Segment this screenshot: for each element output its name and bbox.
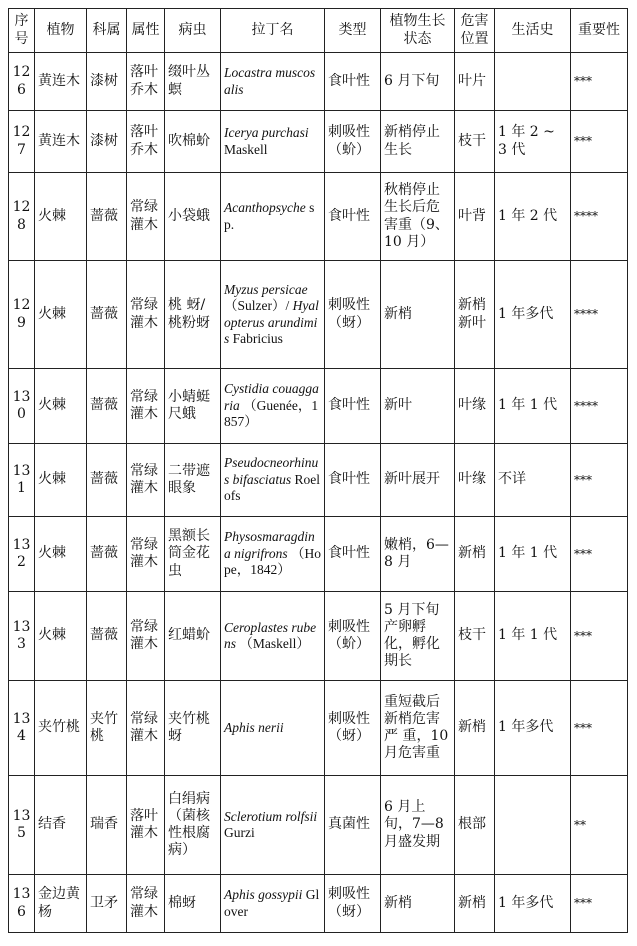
importance-cell: ***: [571, 111, 628, 173]
family-cell: 漆树: [87, 111, 127, 173]
attribute-cell: 落叶灌木: [127, 776, 165, 875]
latin-italic: Locastra muscosalis: [224, 65, 316, 97]
row-id: 129: [9, 261, 35, 369]
row-id: 135: [9, 776, 35, 875]
family-cell: 蔷薇: [87, 261, 127, 369]
family-cell: 漆树: [87, 53, 127, 111]
latin-author: （Hope，1842）: [224, 545, 322, 578]
header-cell: 属性: [127, 9, 165, 53]
latin-italic: Myzus persicae: [224, 281, 308, 297]
type-cell: 刺吸性（蚜）: [325, 261, 381, 369]
latin-author: （Maskell）: [239, 636, 310, 651]
pest-cell: 黑额长筒金花虫: [165, 517, 221, 592]
damage-location-cell: 新梢: [455, 517, 495, 592]
type-cell: 刺吸性（蚜）: [325, 681, 381, 776]
row-id: 128: [9, 173, 35, 261]
life-history-cell: [495, 776, 571, 875]
plant-cell: 火棘: [35, 444, 87, 517]
life-history-cell: 不详: [495, 444, 571, 517]
pest-cell: 夹竹桃蚜: [165, 681, 221, 776]
header-cell: 危害位置: [455, 9, 495, 53]
latin-name-cell: [221, 173, 325, 261]
latin-author: Fabricius: [232, 330, 283, 346]
pest-cell: 二带遮眼象: [165, 444, 221, 517]
pest-cell: 缀叶丛螟: [165, 53, 221, 111]
pest-cell: 小蜻蜓尺蛾: [165, 369, 221, 444]
latin-name-cell: [221, 261, 325, 369]
importance-cell: ****: [571, 173, 628, 261]
plant-cell: 黄连木: [35, 53, 87, 111]
latin-italic: Aphis nerii: [224, 719, 284, 735]
life-history-cell: 1 年多代: [495, 875, 571, 933]
latin-italic: Physosmaragdina nigrifrons: [224, 529, 315, 561]
type-cell: 食叶性: [325, 369, 381, 444]
latin-name-cell: [221, 517, 325, 592]
type-cell: 食叶性: [325, 173, 381, 261]
damage-location-cell: 叶背: [455, 173, 495, 261]
growth-state-cell: 5 月下旬产卵孵化，孵化期长: [381, 592, 455, 681]
life-history-cell: [495, 53, 571, 111]
latin-italic: Pseudocneorhinus bifasciatus: [224, 455, 319, 487]
latin-name-cell: [221, 592, 325, 681]
pest-cell: 吹棉蚧: [165, 111, 221, 173]
plant-cell: 火棘: [35, 369, 87, 444]
latin-name-cell: [221, 681, 325, 776]
table-row: [9, 369, 628, 444]
table-row: [9, 517, 628, 592]
pest-cell: 小袋蛾: [165, 173, 221, 261]
header-cell: 生活史: [495, 9, 571, 53]
latin-name-cell: [221, 53, 325, 111]
type-cell: 刺吸性（蚧）: [325, 111, 381, 173]
latin-italic: Cystidia couaggaria: [224, 381, 319, 413]
latin-italic: Hyalopterus arundimis: [224, 298, 319, 346]
row-id: 136: [9, 875, 35, 933]
pest-table: [8, 8, 628, 933]
damage-location-cell: 新梢新叶: [455, 261, 495, 369]
importance-cell: ***: [571, 681, 628, 776]
damage-location-cell: 叶缘: [455, 369, 495, 444]
attribute-cell: 常绿灌木: [127, 369, 165, 444]
latin-name-cell: [221, 776, 325, 875]
life-history-cell: 1 年 1 代: [495, 592, 571, 681]
latin-author: （Sulzer）/: [224, 298, 290, 314]
attribute-cell: 落叶乔木: [127, 53, 165, 111]
latin-name-cell: [221, 369, 325, 444]
row-id: 130: [9, 369, 35, 444]
attribute-cell: 常绿灌木: [127, 173, 165, 261]
importance-cell: ***: [571, 444, 628, 517]
life-history-cell: 1 年 1 代: [495, 517, 571, 592]
table-row: [9, 261, 628, 369]
type-cell: 食叶性: [325, 444, 381, 517]
damage-location-cell: 叶片: [455, 53, 495, 111]
growth-state-cell: 秋梢停止生长后危害重（9、10 月）: [381, 173, 455, 261]
row-id: 127: [9, 111, 35, 173]
attribute-cell: 常绿灌木: [127, 592, 165, 681]
plant-cell: 夹竹桃: [35, 681, 87, 776]
family-cell: 蔷薇: [87, 517, 127, 592]
header-cell: 植物: [35, 9, 87, 53]
damage-location-cell: 新梢: [455, 875, 495, 933]
life-history-cell: 1 年 2 代: [495, 173, 571, 261]
growth-state-cell: 6 月下旬: [381, 53, 455, 111]
family-cell: 瑞香: [87, 776, 127, 875]
damage-location-cell: 叶缘: [455, 444, 495, 517]
latin-author: Roelofs: [224, 471, 321, 504]
table-row: [9, 444, 628, 517]
plant-cell: 火棘: [35, 261, 87, 369]
plant-cell: 火棘: [35, 173, 87, 261]
table-wrapper: [8, 8, 628, 933]
attribute-cell: 常绿灌木: [127, 261, 165, 369]
latin-name-cell: [221, 875, 325, 933]
type-cell: 食叶性: [325, 53, 381, 111]
header-cell: 类型: [325, 9, 381, 53]
life-history-cell: 1 年多代: [495, 681, 571, 776]
table-row: [9, 681, 628, 776]
latin-italic: Aphis gossypii: [224, 887, 303, 903]
growth-state-cell: 新叶展开: [381, 444, 455, 517]
plant-cell: 火棘: [35, 517, 87, 592]
latin-italic: Acanthopsyche: [224, 200, 306, 216]
growth-state-cell: 6 月上旬，7—8 月盛发期: [381, 776, 455, 875]
header-cell: 拉丁名: [221, 9, 325, 53]
header-cell: 科属: [87, 9, 127, 53]
damage-location-cell: 枝干: [455, 592, 495, 681]
table-row: [9, 776, 628, 875]
family-cell: 蔷薇: [87, 369, 127, 444]
latin-italic: Icerya purchasi: [224, 125, 309, 141]
row-id: 132: [9, 517, 35, 592]
plant-cell: 金边黄杨: [35, 875, 87, 933]
latin-author: Gurzi: [224, 825, 255, 840]
family-cell: 蔷薇: [87, 444, 127, 517]
table-row: [9, 875, 628, 933]
row-id: 131: [9, 444, 35, 517]
damage-location-cell: 新梢: [455, 681, 495, 776]
importance-cell: ****: [571, 369, 628, 444]
row-id: 126: [9, 53, 35, 111]
plant-cell: 黄连木: [35, 111, 87, 173]
life-history-cell: 1 年多代: [495, 261, 571, 369]
pest-cell: 白绢病（菌核性根腐病）: [165, 776, 221, 875]
damage-location-cell: 根部: [455, 776, 495, 875]
attribute-cell: 落叶乔木: [127, 111, 165, 173]
attribute-cell: 常绿灌木: [127, 875, 165, 933]
type-cell: 食叶性: [325, 517, 381, 592]
latin-italic: Sclerotium rolfsii: [224, 808, 318, 824]
importance-cell: ***: [571, 53, 628, 111]
importance-cell: ****: [571, 261, 628, 369]
damage-location-cell: 枝干: [455, 111, 495, 173]
plant-cell: 火棘: [35, 592, 87, 681]
family-cell: 蔷薇: [87, 592, 127, 681]
family-cell: 卫矛: [87, 875, 127, 933]
table-row: [9, 53, 628, 111]
plant-cell: 结香: [35, 776, 87, 875]
pest-cell: 桃 蚜/桃粉蚜: [165, 261, 221, 369]
latin-name-cell: [221, 444, 325, 517]
type-cell: 刺吸性（蚧）: [325, 592, 381, 681]
table-row: [9, 173, 628, 261]
growth-state-cell: 重短截后新梢危害严 重，10 月危害重: [381, 681, 455, 776]
header-cell: 序号: [9, 9, 35, 53]
row-id: 133: [9, 592, 35, 681]
latin-author: sp.: [224, 200, 315, 232]
header-cell: 病虫: [165, 9, 221, 53]
pest-cell: 棉蚜: [165, 875, 221, 933]
table-row: [9, 592, 628, 681]
header-cell: 重要性: [571, 9, 628, 53]
growth-state-cell: 新梢: [381, 875, 455, 933]
row-id: 134: [9, 681, 35, 776]
latin-author: Maskell: [224, 141, 268, 157]
attribute-cell: 常绿灌木: [127, 681, 165, 776]
latin-author: （Guenée，1857）: [224, 397, 319, 430]
growth-state-cell: 新梢: [381, 261, 455, 369]
header-cell: 植物生长状态: [381, 9, 455, 53]
importance-cell: ***: [571, 592, 628, 681]
importance-cell: ***: [571, 517, 628, 592]
latin-name-cell: [221, 111, 325, 173]
attribute-cell: 常绿灌木: [127, 444, 165, 517]
type-cell: 真菌性: [325, 776, 381, 875]
latin-author: Glover: [224, 887, 320, 919]
family-cell: 夹竹桃: [87, 681, 127, 776]
growth-state-cell: 新叶: [381, 369, 455, 444]
importance-cell: ***: [571, 875, 628, 933]
growth-state-cell: 嫩梢，6—8 月: [381, 517, 455, 592]
type-cell: 刺吸性（蚜）: [325, 875, 381, 933]
growth-state-cell: 新梢停止生长: [381, 111, 455, 173]
life-history-cell: 1 年 1 代: [495, 369, 571, 444]
importance-cell: **: [571, 776, 628, 875]
header-row: [9, 9, 628, 53]
life-history-cell: 1 年 2 ~ 3 代: [495, 111, 571, 173]
attribute-cell: 常绿灌木: [127, 517, 165, 592]
latin-italic: Ceroplastes rubens: [224, 619, 317, 651]
pest-cell: 红蜡蚧: [165, 592, 221, 681]
family-cell: 蔷薇: [87, 173, 127, 261]
table-row: [9, 111, 628, 173]
